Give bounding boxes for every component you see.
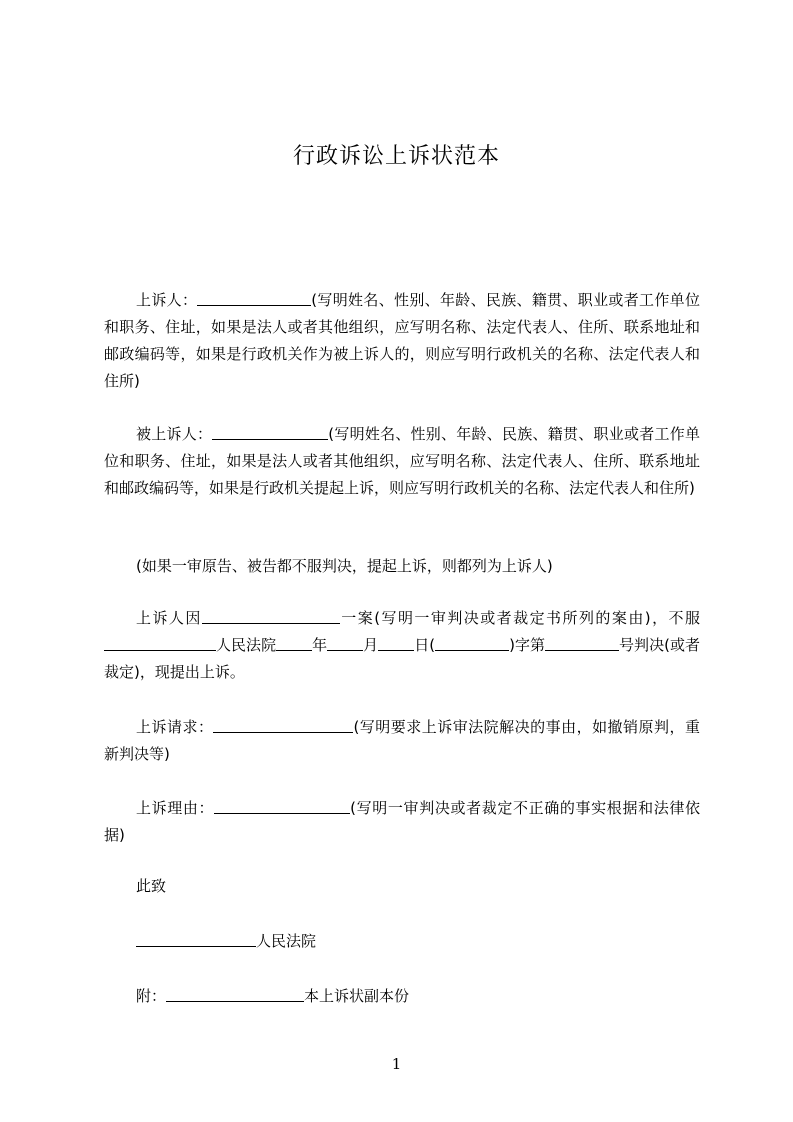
case-code-blank[interactable]	[435, 636, 509, 651]
attachment-blank[interactable]	[166, 987, 304, 1002]
case-text-5: 月	[363, 636, 379, 654]
case-text-7: )字第	[509, 636, 546, 654]
salutation: 此致	[136, 877, 167, 895]
document-title: 行政诉讼上诉状范本	[292, 144, 500, 169]
case-text-6: 日(	[414, 636, 436, 654]
case-text-2: 一案(写明一审判决或者裁定书所列的案由)，不服	[339, 609, 700, 627]
month-blank[interactable]	[327, 636, 363, 651]
appeal-request-note: (写明要求上诉审法院解决的事由，如撤销原判，重新判决等)	[104, 718, 700, 763]
appeal-request-paragraph	[104, 714, 700, 768]
appeal-reason-label: 上诉理由：	[136, 799, 215, 817]
appellee-label: 被上诉人：	[136, 425, 213, 443]
court-line	[104, 928, 700, 955]
case-name-blank[interactable]	[202, 609, 340, 624]
appellee-note: (写明姓名、性别、年龄、民族、籍贯、职业或者工作单位和职务、住址，如果是法人或者其他组织，应写明名称、法定代表人、住所、联系地址和邮政编码等，如果是行政机关提起上诉，则应写明行政机关的名称、法定代表人和住所)	[104, 425, 700, 497]
court-label: 人民法院	[256, 932, 317, 950]
appellant-paragraph	[104, 287, 700, 395]
appellee-blank[interactable]	[212, 425, 328, 440]
case-statement-paragraph	[104, 605, 700, 686]
appellee-paragraph	[104, 421, 700, 502]
attachment-text: 本上诉状副本份	[304, 987, 410, 1005]
court-name-blank[interactable]	[104, 636, 216, 651]
attachment-line	[104, 983, 700, 1010]
appeal-reason-paragraph	[104, 795, 700, 849]
appellant-note: (写明姓名、性别、年龄、民族、籍贯、职业或者工作单位和职务、住址，如果是法人或者其他组织，应写明名称、法定代表人、住所、联系地址和邮政编码等，如果是行政机关作为被上诉人的，则应写明行政机关的名称、法定代表人和住所)	[104, 291, 700, 390]
year-blank[interactable]	[276, 636, 312, 651]
court-blank[interactable]	[136, 932, 256, 947]
page-number: 1	[391, 1055, 402, 1073]
case-number-blank[interactable]	[545, 636, 619, 651]
appeal-request-label: 上诉请求：	[136, 718, 214, 736]
appellant-label: 上诉人：	[136, 291, 198, 309]
case-text-1: 上诉人因	[136, 609, 202, 627]
case-text-8: 号判决(或者裁定)，现提出上诉。	[104, 636, 700, 681]
appeal-reason-blank[interactable]	[214, 799, 350, 814]
attachment-label: 附：	[136, 987, 167, 1005]
appeal-request-blank[interactable]	[213, 718, 353, 733]
case-text-3: 人民法院	[216, 636, 277, 654]
appeal-reason-note: (写明一审判决或者裁定不正确的事实根据和法律依据)	[104, 799, 700, 844]
appellant-blank[interactable]	[197, 291, 311, 306]
day-blank[interactable]	[378, 636, 414, 651]
both-parties-note: (如果一审原告、被告都不服判决，提起上诉，则都列为上诉人)	[136, 557, 553, 575]
case-text-4: 年	[312, 636, 328, 654]
